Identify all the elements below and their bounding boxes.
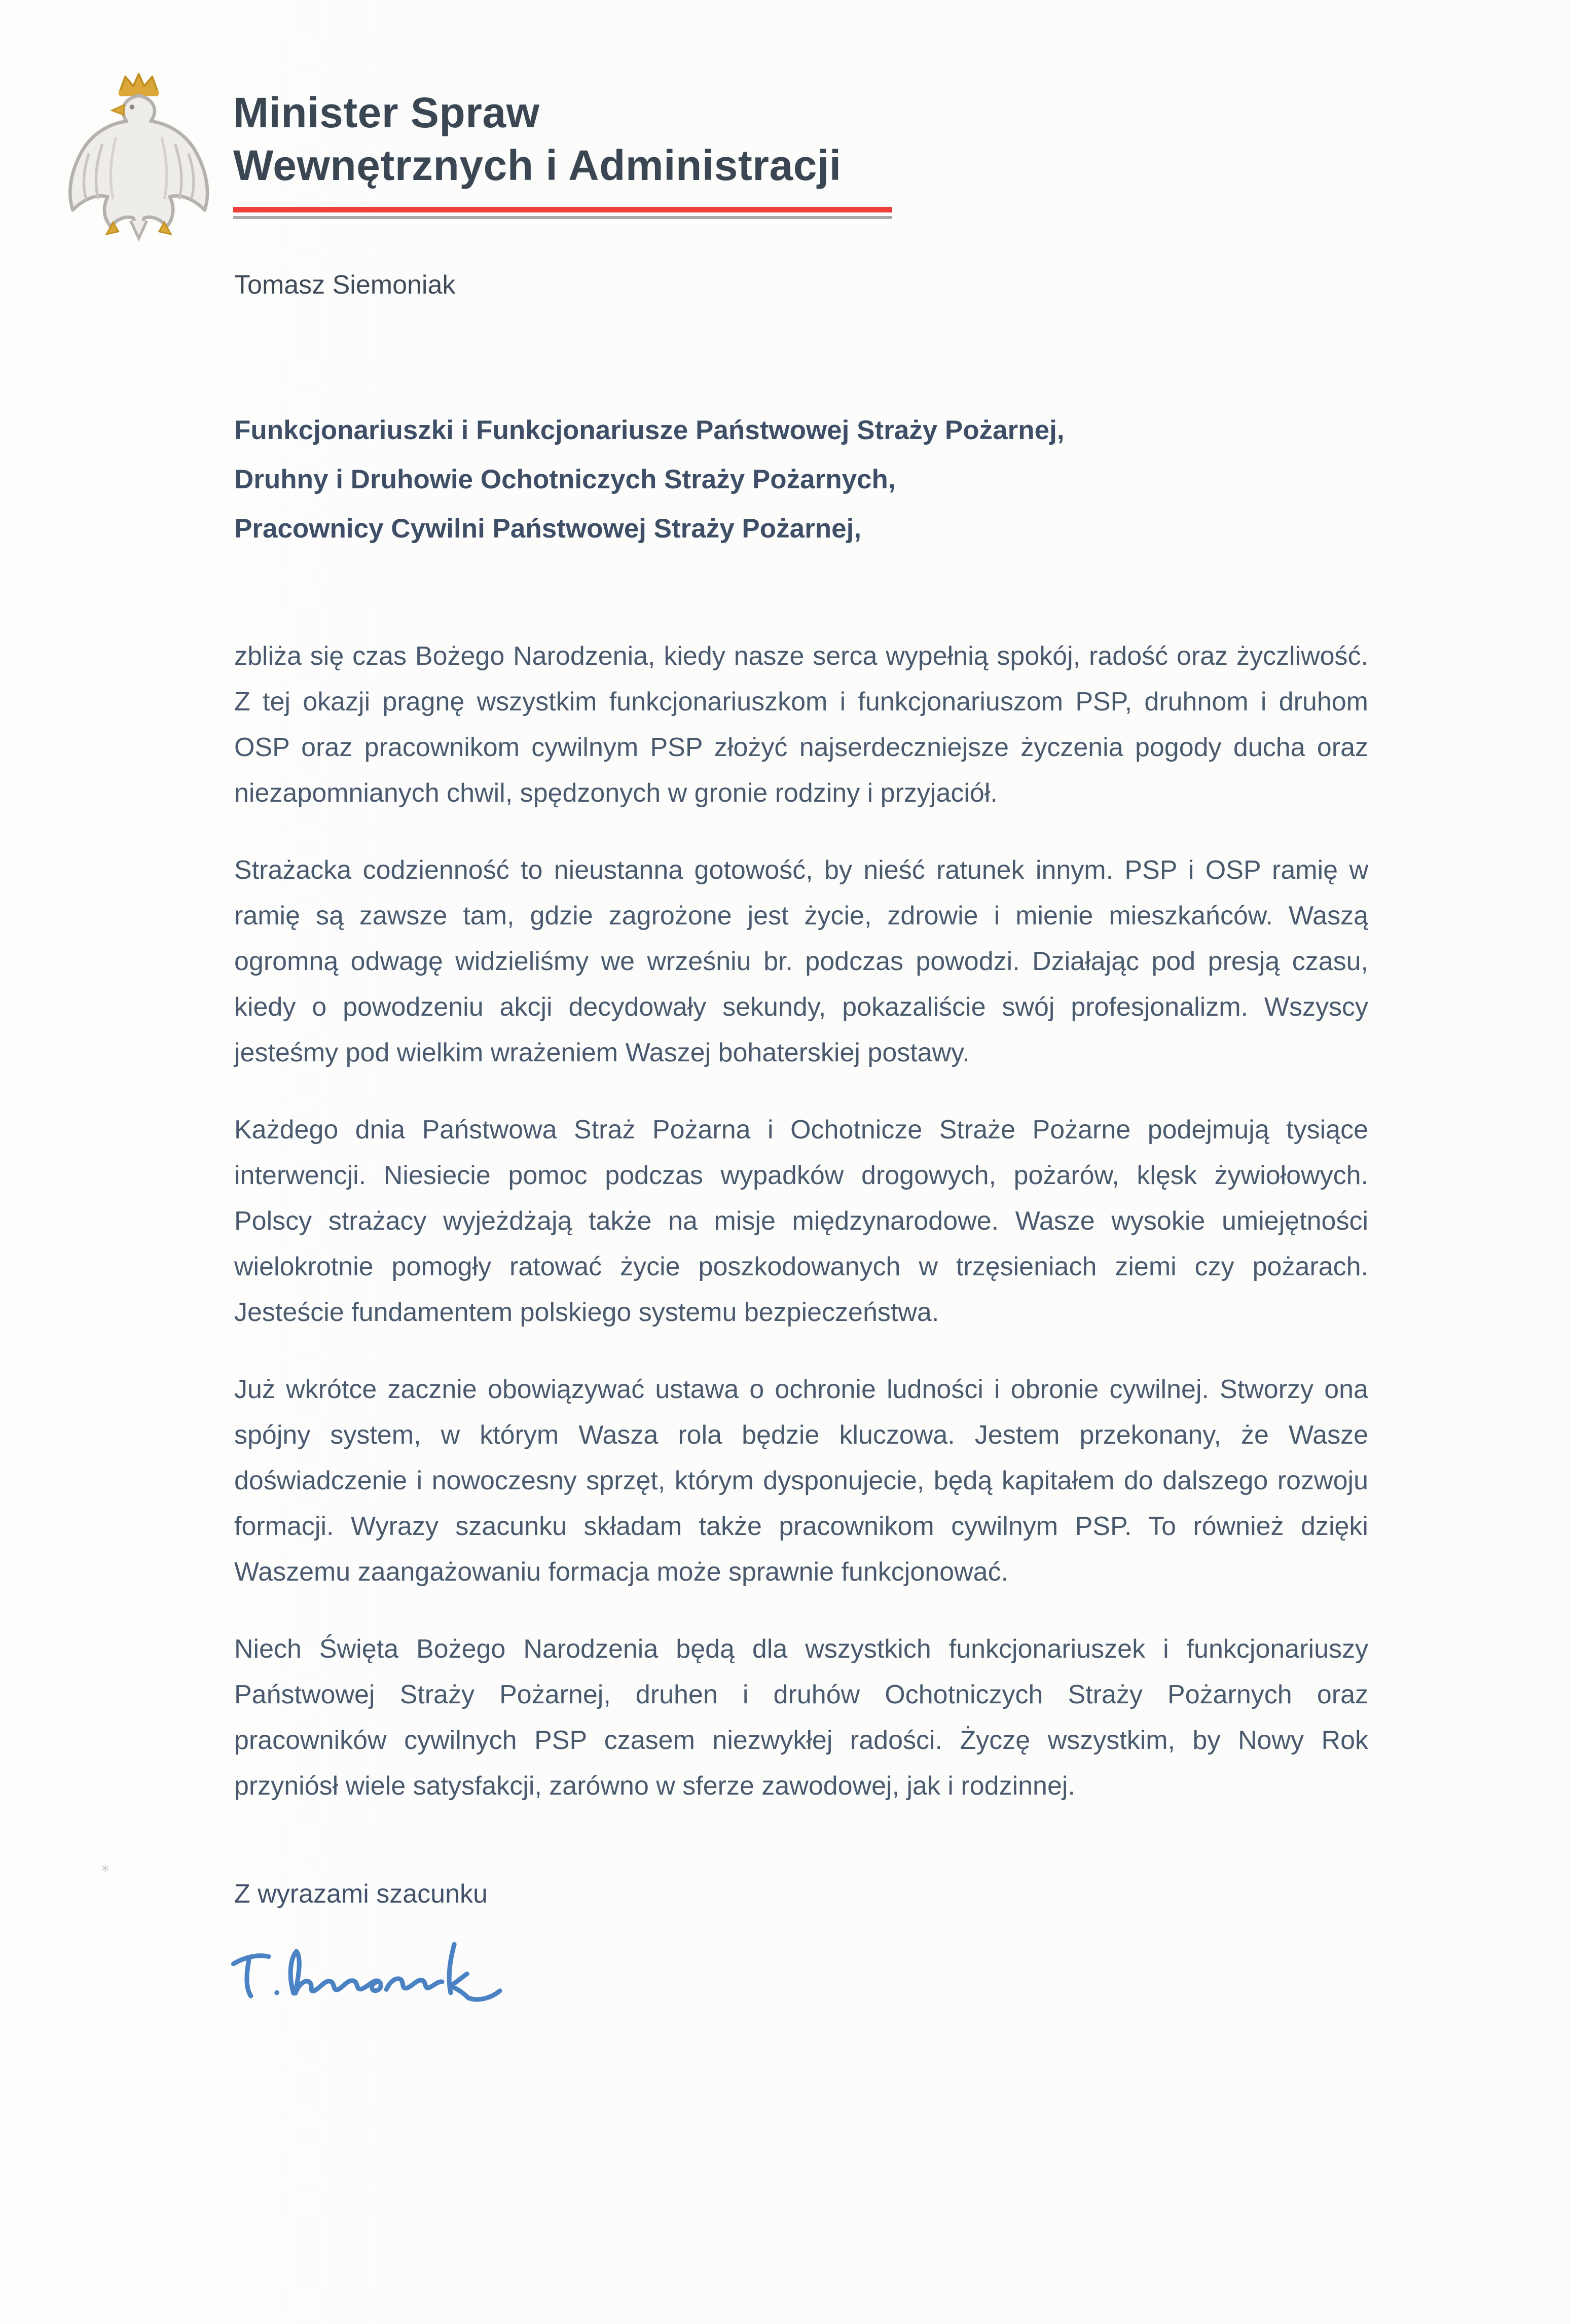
- polish-eagle-emblem-icon: [56, 70, 219, 242]
- divider-gray-line: [233, 216, 892, 219]
- letter-body: [234, 633, 1368, 1809]
- paragraph: Niech Święta Bożego Narodzenia będą dla wszystkich funkcjonariuszek i funkcjonariuszy Państwowej Straży Pożarnej, druhen i druhów Ochotniczych Straży Pożarnych oraz pracowników cywilnych PSP czasem niezwykłej radości. Życzę wszystkim, by Nowy Rok przyniósł wiele satysfakcji, zarówno w sferze zawodowej, jak i rodzinnej.: [234, 1634, 1368, 1801]
- paragraph: Każdego dnia Państwowa Straż Pożarna i Ochotnicze Straże Pożarne podejmują tysiące interwencji. Niesiecie pomoc podczas wypadków drogowych, pożarów, klęsk żywiołowych. Polscy strażacy wyjeżdżają także na misje międzynarodowe. Wasze wysokie umiejętności wielokrotnie pomogły ratować życie poszkodowanych w trzęsieniach ziemi czy pożarach. Jesteście fundamentem polskiego systemu bezpieczeństwa.: [234, 1115, 1368, 1327]
- salutation-line: Funkcjonariuszki i Funkcjonariusze Państwowej Straży Pożarnej,: [234, 415, 1065, 445]
- salutation: [234, 406, 1570, 553]
- letterhead-divider: [233, 207, 892, 219]
- divider-red-line: [233, 207, 892, 212]
- paragraph: zbliża się czas Bożego Narodzenia, kiedy nasze serca wypełnią spokój, radość oraz życzliwość. Z tej okazji pragnę wszystkim funkcjonariuszkom i funkcjonariuszom PSP, druhnom i druhom OSP oraz pracownikom cywilnym PSP złożyć najserdeczniejsze życzenia pogody ducha oraz niezapomnianych chwil, spędzonych w gronie rodziny i przyjaciół.: [234, 641, 1368, 808]
- letterhead: [56, 70, 1570, 242]
- signer-name: Tomasz Siemoniak: [234, 270, 456, 300]
- letter-page: [0, 70, 1570, 2019]
- scan-artifact-mark: ⁎: [101, 1858, 109, 1875]
- ministry-name-line1: Minister Spraw: [233, 89, 540, 136]
- paragraph: Już wkrótce zacznie obowiązywać ustawa o ochronie ludności i obronie cywilnej. Stworzy ona spójny system, w którym Wasza rola będzie kluczowa. Jestem przekonany, że Wasze doświadczenie i nowoczesny sprzęt, którym dysponujecie, będą kapitałem do dalszego rozwoju formacji. Wyrazy szacunku składam także pracownikom cywilnym PSP. To również dzięki Waszemu zaangażowaniu formacja może sprawnie funkcjonować.: [234, 1375, 1368, 1587]
- handwritten-signature: [228, 1930, 563, 2019]
- paragraph: Strażacka codzienność to nieustanna gotowość, by nieść ratunek innym. PSP i OSP ramię w ramię są zawsze tam, gdzie zagrożone jest życie, zdrowie i mienie mieszkańców. Waszą ogromną odwagę widzieliśmy we wrześniu br. podczas powodzi. Działając pod presją czasu, kiedy o powodzeniu akcji decydowały sekundy, pokazaliście swój profesjonalizm. Wszyscy jesteśmy pod wielkim wrażeniem Waszej bohaterskiej postawy.: [234, 855, 1368, 1067]
- salutation-line: Druhny i Druhowie Ochotniczych Straży Pożarnych,: [234, 464, 896, 494]
- ministry-name: [233, 86, 892, 192]
- valediction: Z wyrazami szacunku: [234, 1879, 488, 1909]
- ministry-name-line2: Wewnętrznych i Administracji: [233, 141, 842, 189]
- salutation-line: Pracownicy Cywilni Państwowej Straży Pożarnej,: [234, 514, 862, 544]
- ministry-block: [233, 70, 892, 219]
